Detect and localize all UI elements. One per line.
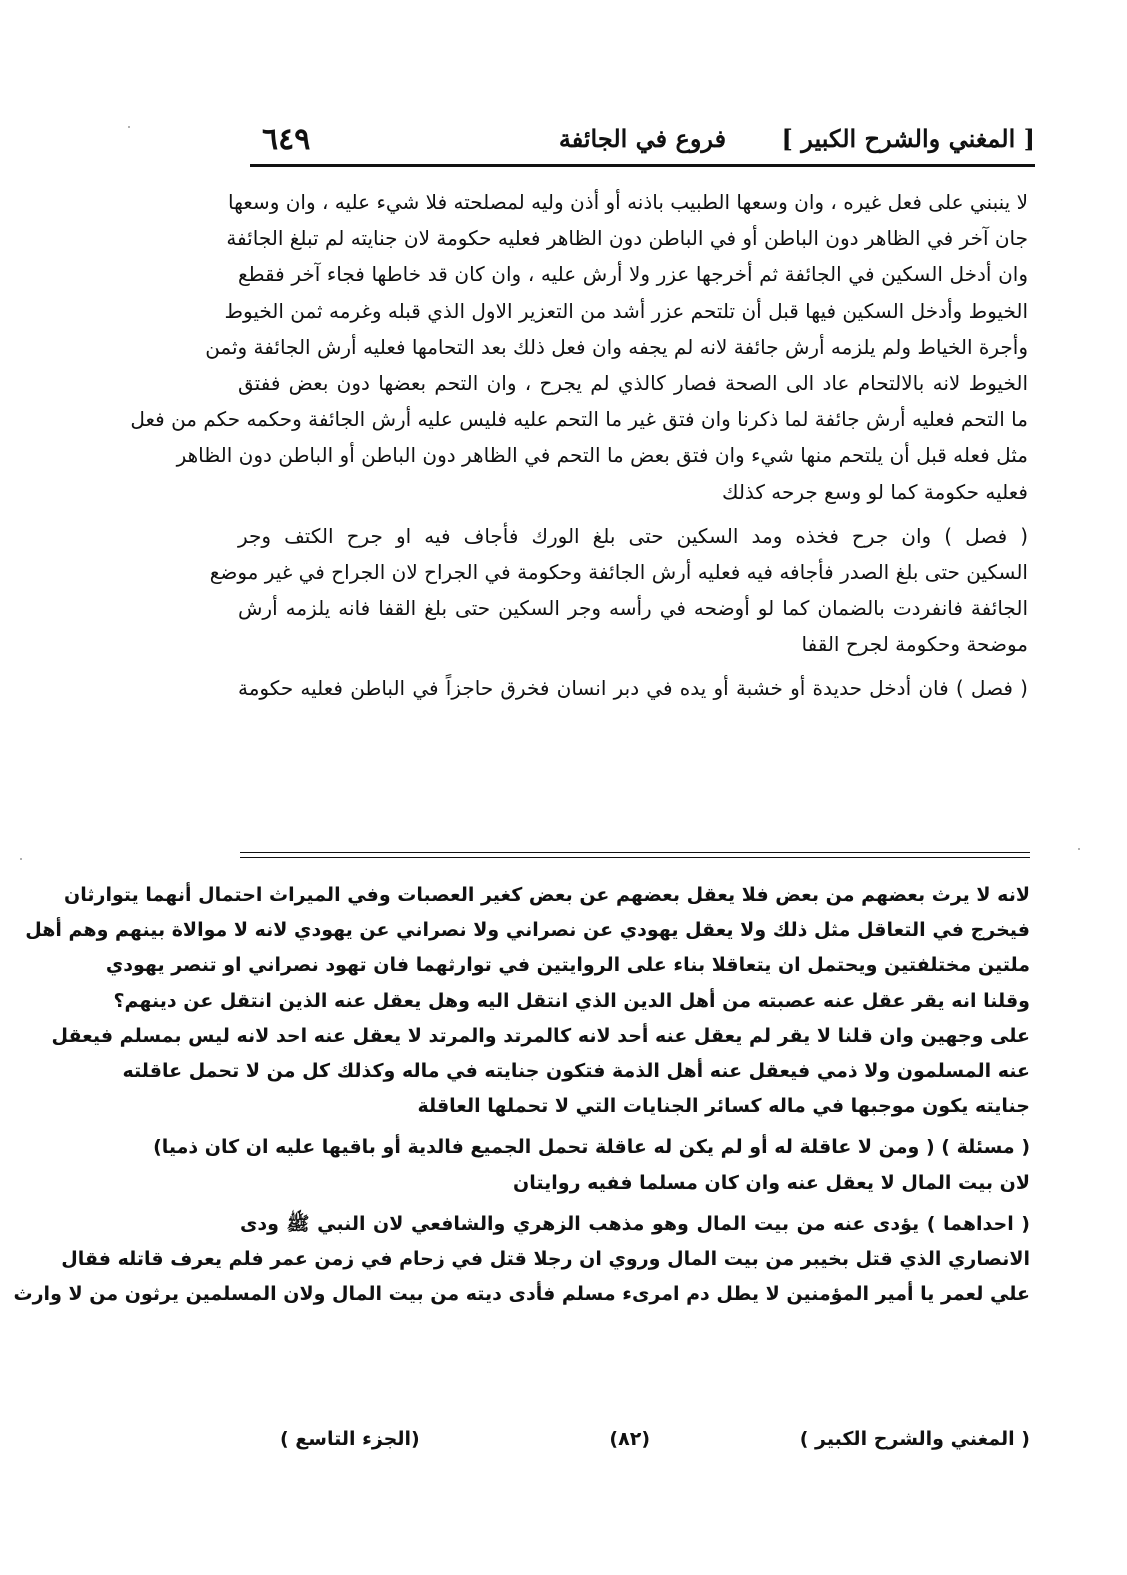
text-line: وقلنا انه يقر عقل عنه عصبته من أهل الدين الذي انتقل اليه وهل يعقل عنه الذين انتقل عن دينهم؟ — [113, 989, 1030, 1012]
running-header — [250, 118, 1035, 164]
main-paragraph-2 — [209, 518, 1028, 663]
text-line: السكين حتى بلغ الصدر فأجافه فيه فعليه أرش الجائفة وحكومة في الجراح لان الجراح في غير موضع — [209, 559, 1028, 584]
text-line: على وجهين وان قلنا لا يقر لم يعقل عنه أحد لانه كالمرتد والمرتد لا يعقل عنه احد لانه ليس بمسلم فيعقل — [51, 1024, 1030, 1047]
paragraph-gap — [238, 662, 1028, 670]
text-line: ( فصل ) فان أدخل حديدة أو خشبة أو يده في دبر انسان فخرق حاجزاً في الباطن فعليه حكومة — [238, 676, 1028, 701]
section-divider — [240, 852, 1030, 858]
text-line: ملتين مختلفتين ويحتمل ان يتعاقلا بناء على الروايتين في توارثهما فان تهود نصراني او تنصر يهودي — [105, 954, 1030, 977]
text-line: الخيوط وأدخل السكين فيها قبل أن تلتحم عزر أشد من التعزير الاول الذي قبله وغرمه ثمن الخيوط — [224, 298, 1028, 323]
page-footer — [270, 1428, 1030, 1468]
scan-speck — [1078, 848, 1080, 850]
text-line: فيخرج في التعاقل مثل ذلك ولا يعقل يهودي عن نصراني ولا نصراني عن يهودي لانه لا موالاة بينهم وهم أهل — [25, 919, 1030, 942]
text-line: لانه لا يرث بعضهم من بعض فلا يعقل بعضهم عن بعض كغير العصبات وفي الميراث احتمال أنهما يتوارثان — [64, 884, 1030, 906]
text-line: ما التحم فعليه أرش جائفة لما ذكرنا وان فتق غير ما التحم عليه فليس عليه أرش الجائفة وحكمه حكم من فعل — [130, 407, 1028, 432]
main-paragraph-3 — [238, 670, 1028, 706]
lower-paragraph-2 — [153, 1130, 1030, 1200]
text-line: ( مسئلة ) ( ومن لا عاقلة له أو لم يكن له عاقلة تحمل الجميع فالدية أو باقيها عليه ان كان ذميا) — [153, 1136, 1030, 1159]
lower-paragraph-3 — [13, 1207, 1030, 1313]
main-paragraph-1 — [130, 184, 1028, 510]
text-line: وان أدخل السكين في الجائفة ثم أخرجها عزر ولا أرش عليه ، وان كان قد خاطها فجاء آخر فقطع — [238, 262, 1028, 287]
text-line: لا ينبني على فعل غيره ، وان وسعها الطبيب باذنه أو أذن وليه لمصلحته فلا شيء عليه ، وان وسعها — [227, 190, 1028, 214]
lower-text-block — [13, 878, 1030, 1312]
text-line: ( فصل ) وان جرح فخذه ومد السكين حتى بلغ الورك فأجاف فيه او جرح الكتف وجر — [238, 523, 1028, 548]
paragraph-gap — [238, 510, 1028, 518]
text-line: وأجرة الخياط ولم يلزمه أرش جائفة لانه لم يجفه وان فعل ذلك بعد التحامها فعليه أرش الجائفة وثمن — [205, 334, 1028, 359]
text-line: مثل فعله قبل أن يلتحم منها شيء وان فتق بعض ما التحم في الظاهر دون الباطن أو الباطن دون الظاهر — [176, 443, 1028, 468]
text-line: علي لعمر يا أمير المؤمنين لا يطل دم امرىء مسلم فأدى ديته من بيت المال ولان المسلمين يرثون من لا وارث — [13, 1283, 1030, 1306]
footer-book-title: ( المغني والشرح الكبير ) — [799, 1428, 1030, 1450]
scan-speck — [20, 858, 22, 860]
scan-speck — [128, 126, 130, 128]
footer-signature-number: (٨٢) — [609, 1428, 650, 1450]
header-section-title: فروع في الجائفة — [558, 124, 727, 153]
lower-paragraph-1 — [25, 878, 1030, 1124]
text-line: جنايته يكون موجبها في ماله كسائر الجنايات التي لا تحملها العاقلة — [417, 1095, 1030, 1118]
header-rule — [250, 164, 1035, 167]
text-line: موضحة وحكومة لجرح القفا — [801, 632, 1028, 657]
main-text-block — [130, 184, 1028, 707]
header-book-title: [ المغني والشرح الكبير ] — [781, 124, 1035, 153]
text-line: لان بيت المال لا يعقل عنه وان كان مسلما ففيه روايتان — [513, 1171, 1030, 1194]
text-line: الانصاري الذي قتل بخيبر من بيت المال وروي ان رجلا قتل في زحام في زمن عمر فلم يعرف قاتله فقال — [61, 1247, 1030, 1270]
text-line: ( احداهما ) يؤدى عنه من بيت المال وهو مذهب الزهري والشافعي لان النبي ﷺ ودى — [240, 1212, 1030, 1235]
text-line: الخيوط لانه بالالتحام عاد الى الصحة فصار كالذي لم يجرح ، وان التحم بعضها دون بعض ففتق — [238, 370, 1028, 395]
text-line: جان آخر في الظاهر دون الباطن أو في الباطن دون الظاهر فعليه حكومة لان جنايته لم تبلغ الجائفة — [226, 226, 1028, 251]
header-page-number: ٦٤٩ — [262, 122, 311, 157]
text-line: الجائفة فانفردت بالضمان كما لو أوضحه في رأسه وجر السكين حتى بلغ القفا فانه يلزمه أرش — [238, 596, 1028, 621]
text-line: عنه المسلمون ولا ذمي فيعقل عنه أهل الذمة فتكون جنايته في ماله وكذلك كل من لا تحمل عاقلته — [122, 1059, 1030, 1082]
footer-volume: (الجزء التاسع ) — [280, 1428, 420, 1450]
text-line: فعليه حكومة كما لو وسع جرحه كذلك — [721, 479, 1028, 504]
